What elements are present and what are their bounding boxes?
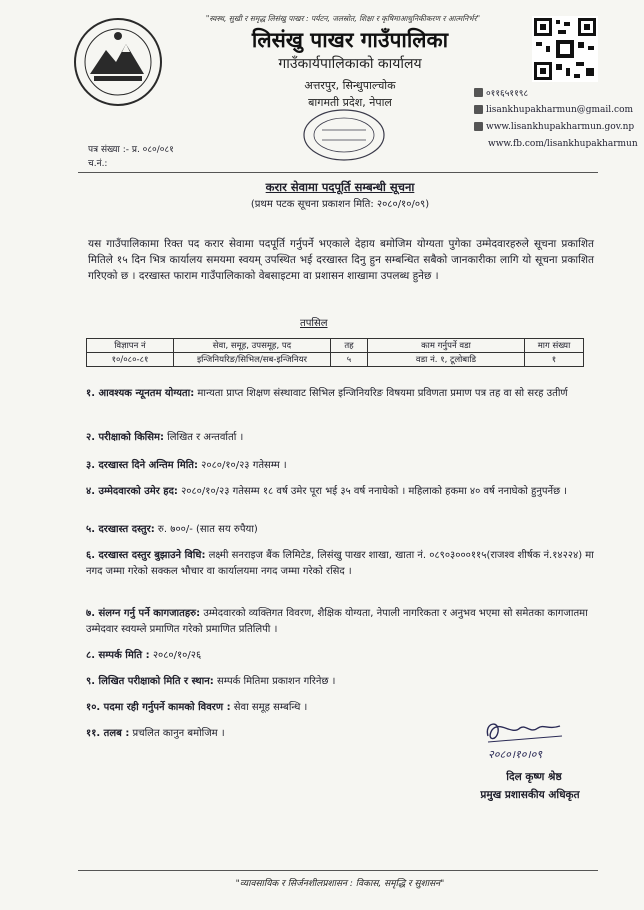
cell-service-group: इन्जिनियरिङ/सिभिल/सब-इन्जिनियर: [174, 353, 331, 367]
letter-number: पत्र संख्या :- प्र. ०८०/०८१: [88, 145, 174, 155]
table-heading: तपसिल: [300, 318, 328, 329]
nepal-emblem-logo: [72, 16, 164, 108]
email-icon: [474, 105, 483, 114]
list-item: ९. लिखित परीक्षाको मिति र स्थान: सम्पर्क मितिमा प्रकाशन गरिनेछ ।: [86, 676, 336, 687]
header-ward: काम गर्नुपर्ने वडा: [368, 339, 525, 353]
address-line-2: बागमती प्रदेश, नेपाल: [308, 96, 392, 109]
phone-icon: [474, 88, 483, 97]
cell-ward: वडा नं. १, टूलोबाडि: [368, 353, 525, 367]
table-row: [87, 353, 584, 367]
header-level: तह: [331, 339, 368, 353]
contact-facebook: www.fb.com/lisankhupakharmun: [488, 138, 638, 149]
computer-icon: [474, 122, 483, 131]
vacancy-table: [86, 338, 584, 367]
header-motto: "स्वस्थ, सुखी र समृद्ध लिसंखु पाखर : पर्यटन, जलस्रोत, शिक्षा र कृषिमाआधुनिकीकरण र आत्मनिर्भर": [205, 14, 481, 23]
list-item: ७. संलग्न गर्नु पर्ने कागजातहरु: उम्मेदवारको व्यक्तिगत विवरण, शैक्षिक योग्यता, नेपाली नागरिकता र अनुभव भएमा सो समेतका कागजातमा उम्मेदवार स्वयम्ले प्रमाणित गरेको प्रमाणित प्रतिलिपी ।: [86, 608, 588, 635]
notice-title: करार सेवामा पदपूर्ति सम्बन्धी सूचना: [265, 180, 415, 194]
list-item: १०. पदमा रही गर्नुपर्ने कामको विवरण : सेवा समूह सम्बन्धि ।: [86, 702, 308, 713]
dispatch-number: च.नं.:: [88, 159, 108, 169]
cell-demand-count: १: [525, 353, 584, 367]
table-header-row: [87, 339, 584, 353]
header-service-group: सेवा, समूह, उपसमूह, पद: [174, 339, 331, 353]
list-item: ५. दरखास्त दस्तुर: रु. ७००/- (सात सय रुपैया): [86, 524, 258, 535]
signature: [482, 716, 568, 762]
list-item: १. आवश्यक न्यूनतम योग्यता: मान्यता प्राप्त शिक्षण संस्थावाट सिभिल इन्जिनियरिङ विषयमा प्रविणता प्रमाण पत्र तह वा सो सरह उतीर्ण: [86, 388, 568, 399]
cell-level: ५: [331, 353, 368, 367]
contact-website: www.lisankhupakharmun.gov.np: [474, 118, 642, 135]
signature-date: २०८०।१०।०९: [488, 748, 543, 761]
municipality-name: लिसंखु पाखर गाउँपालिका: [251, 28, 449, 52]
address-line-1: अत्तरपुर, सिन्धुपाल्चोक: [304, 79, 396, 92]
list-item: ३. दरखास्त दिने अन्तिम मिति: २०८०/१०/२३ गतेसम्म ।: [86, 460, 287, 471]
header-advert-no: विज्ञापन नं: [87, 339, 174, 353]
notice-publish-date: (प्रथम पटक सूचना प्रकाशन मिति: २०८०/१०/०९): [250, 199, 430, 210]
contact-block: [474, 84, 642, 152]
office-name: गाउँकार्यपालिकाको कार्यालय: [278, 56, 422, 72]
notice-intro: यस गाउँपालिकामा रिक्त पद करार सेवामा पदपूर्ति गर्नुपर्ने भएकाले देहाय बमोजिम योग्यता पुगेका उम्मेदवारहरुले सूचना प्रकाशित मितिले १५ दिन भित्र कार्यालय समयमा स्वयम् उपस्थित भई दरखास्त दिनु हुन सम्बन्धित सबैको जानकारीका लागि यो सूचना प्रकाशित गरिएको छ । दरखास्त फाराम गाउँपालिकाको वेबसाइटमा वा प्रशासन शाखामा उपलब्ध हुनेछ ।: [88, 238, 594, 282]
header-divider: [78, 172, 598, 173]
signatory-designation: प्रमुख प्रशासकीय अधिकृत: [480, 789, 580, 801]
list-item: २. परीक्षाको किसिम: लिखित र अन्तर्वार्ता ।: [86, 432, 244, 443]
contact-email: lisankhupakharmun@gmail.com: [474, 101, 642, 118]
footer-divider: [78, 870, 598, 871]
office-stamp: [298, 106, 390, 164]
list-item: ६. दरखास्त दस्तुर बुझाउने विधि: लक्ष्मी सनराइज बैंक लिमिटेड, लिसंखु पाखर शाखा, खाता नं. ०८९०३०००११५(राजश्व शीर्षक नं.१४२२४) मा नगद जम्मा गरेको सक्कल भौचार वा कार्यालयमा नगद जम्मा गरेको रसिद ।: [86, 550, 594, 577]
cell-advert-no: १०/०८०-८१: [87, 353, 174, 367]
qr-code-icon: [532, 16, 598, 82]
contact-phone: ०११६५११९८: [474, 84, 642, 101]
footer-motto: "व्यावसायिक र सिर्जनशीलप्रशासन : विकास, समृद्धि र सुशासन": [235, 879, 445, 889]
list-item: ११. तलब : प्रचलित कानुन बमोजिम ।: [86, 728, 225, 739]
header-demand-count: माग संख्या: [525, 339, 584, 353]
list-item: ८. सम्पर्क मिति : २०८०/१०/२६: [86, 650, 202, 661]
signatory-name: दिल कृष्ण श्रेष्ठ: [506, 771, 562, 783]
list-item: ४. उम्मेदवारको उमेर हद: २०८०/१०/२३ गतेसम्म १८ वर्ष उमेर पूरा भई ३५ वर्ष ननाघेको । महिलाको हकमा ४० वर्ष ननाघेको हुनुपर्नेछ ।: [86, 486, 568, 497]
